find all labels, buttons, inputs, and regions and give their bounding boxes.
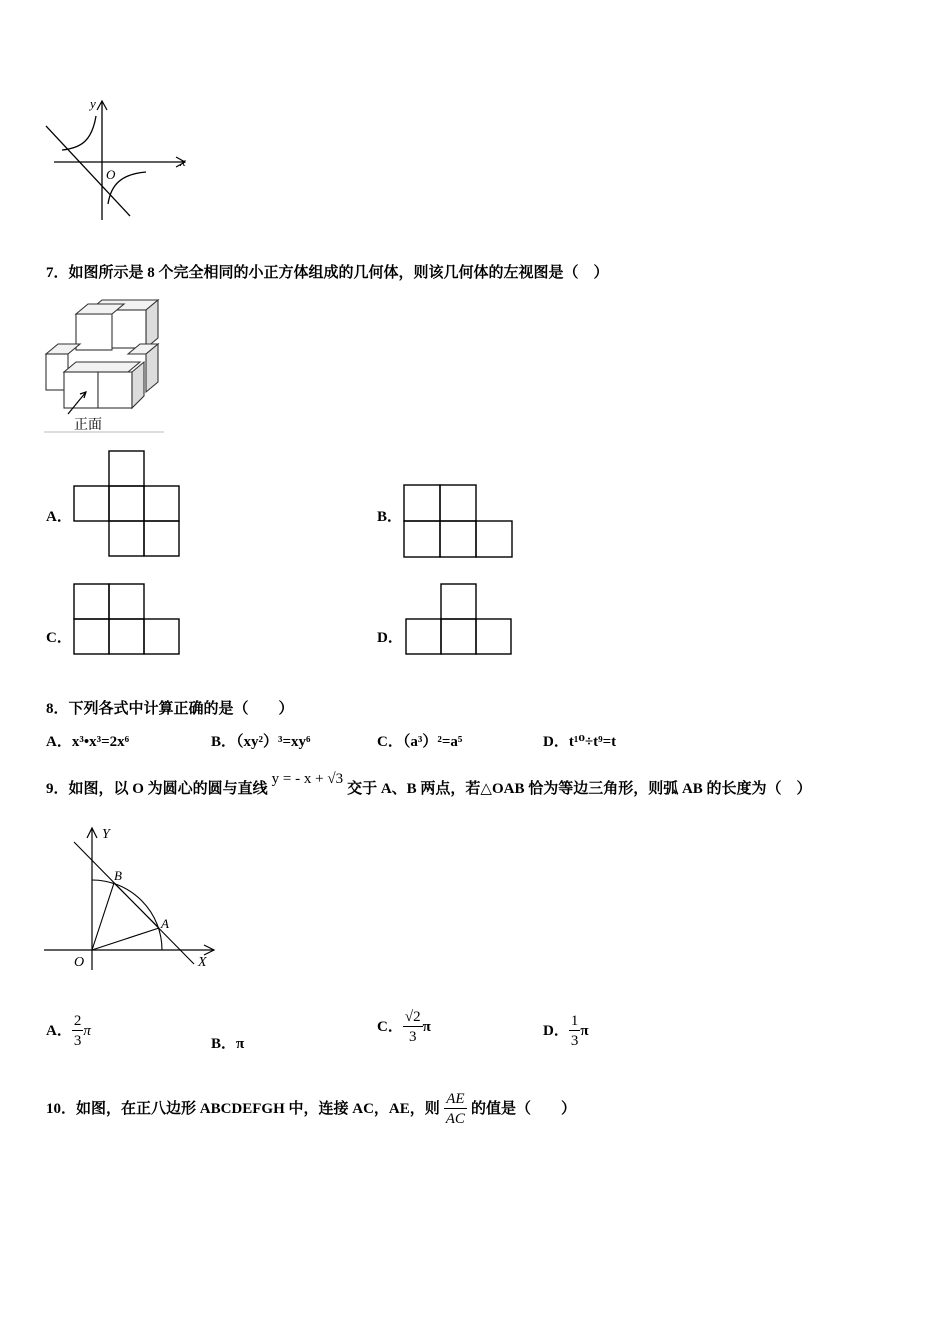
y-axis-label: y [90, 96, 96, 111]
hyperbola-branch-2 [62, 116, 96, 150]
q7-cube-figure [44, 296, 164, 436]
q8-text: 8．下列各式中计算正确的是（ ） [46, 701, 294, 717]
q9-option-a[interactable]: A． $\frac{2}{3}$ π [46, 1013, 91, 1049]
label-y: Y [102, 827, 110, 842]
label-x: X [198, 955, 207, 970]
segment-ab [114, 883, 159, 928]
q10-fraction: $\frac{AE}{AC}$ [445, 1091, 465, 1127]
q7-option-d-figure[interactable] [404, 582, 516, 658]
q8-option-d[interactable]: D．t¹⁰÷t⁹=t [543, 734, 617, 750]
q8-option-a[interactable]: A．x³•x³=2x⁶ [46, 734, 130, 750]
q7-option-b-figure[interactable] [402, 483, 516, 561]
label-b: B [114, 868, 122, 883]
segment-oa [92, 928, 159, 950]
q7-option-a-label[interactable]: A． [46, 509, 72, 525]
label-o: O [74, 955, 85, 970]
x-axis-label: x [180, 154, 186, 169]
q8-option-b[interactable]: B．（xy²）³=xy⁶ [211, 734, 311, 750]
q10-text: 10．如图，在正八边形 ABCDEFGH 中，连接 AC，AE，则 $\frac{AE}{AC}$ 的值是（ ） [46, 1091, 576, 1127]
q7-option-d-label[interactable]: D． [377, 630, 403, 646]
q9-equation: y = - x + √3 [271, 771, 344, 787]
q7-text: 7．如图所示是 8 个完全相同的小正方体组成的几何体，则该几何体的左视图是（ ） [46, 265, 609, 281]
q6-answer-graph [42, 96, 192, 224]
arc-circle [92, 880, 162, 950]
front-label: 正面 [74, 418, 102, 433]
q9-option-b[interactable]: B．π [211, 1036, 245, 1052]
segment-ob [92, 883, 114, 950]
q7-option-c-figure[interactable] [72, 582, 184, 658]
q9-option-c[interactable]: C． $\frac{√2}{3}$ π [377, 1009, 431, 1045]
q9-figure [44, 824, 220, 972]
q7-option-a-figure[interactable] [72, 449, 184, 559]
q7-option-b-label[interactable]: B． [377, 509, 403, 525]
q7-option-c-label[interactable]: C． [46, 630, 72, 646]
label-a: A [161, 916, 169, 931]
q9-option-d[interactable]: D． $\frac{1}{3}$ π [543, 1013, 589, 1049]
q8-option-c[interactable]: C．（a³）²=a⁵ [377, 734, 463, 750]
q9-text: 9．如图，以 O 为圆心的圆与直线y = - x + √3交于 A、B 两点，若△OAB 恰为等边三角形，则弧 AB 的长度为（ ） [46, 771, 812, 797]
line-graph [46, 126, 130, 216]
origin-label: O [106, 167, 116, 182]
